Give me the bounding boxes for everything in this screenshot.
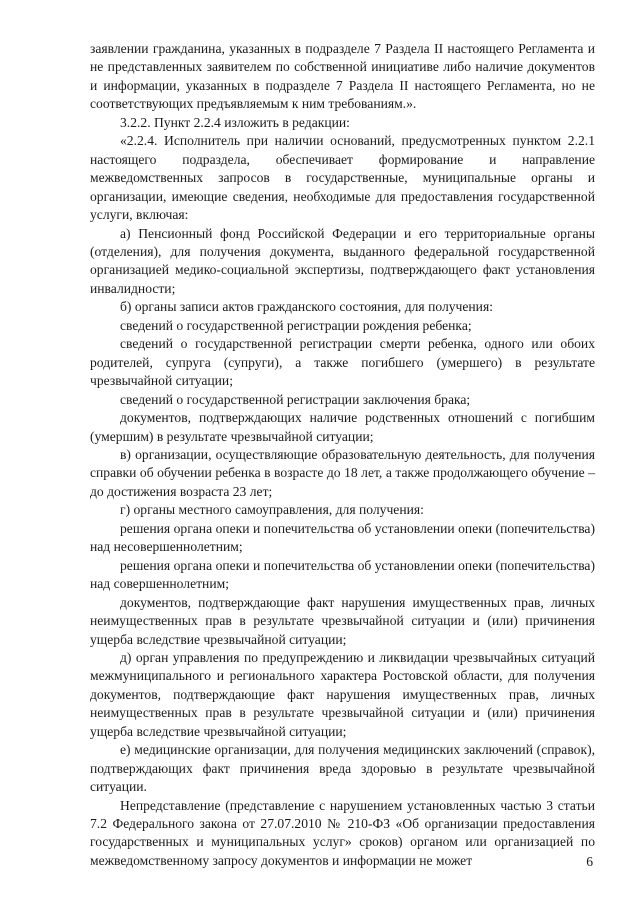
paragraph: документов, подтверждающие факт нарушения имущественных прав, личных неимущественных прав в результате чрезвычайной ситуации и (или) причинения ущерба вследствие чрезвычайной ситуации;: [90, 594, 595, 647]
paragraph: в) организации, осуществляющие образовательную деятельность, для получения справки об обучении ребенка в возрасте до 18 лет, а также продолжающего обучение – до достижения возраста 23 лет;: [90, 446, 595, 499]
paragraph: решения органа опеки и попечительства об установлении опеки (попечительства) над несовершеннолетним;: [90, 520, 595, 555]
paragraph: е) медицинские организации, для получения медицинских заключений (справок), подтверждающих факт причинения вреда здоровью в результате чрезвычайной ситуации.: [90, 742, 595, 795]
paragraph: решения органа опеки и попечительства об установлении опеки (попечительства) над совершеннолетним;: [90, 557, 595, 592]
page-number: 6: [586, 854, 593, 869]
paragraph: г) органы местного самоуправления, для получения:: [120, 502, 424, 518]
paragraph: а) Пенсионный фонд Российской Федерации и его территориальные органы (отделения), для получения документа, выданного федеральной государственной организацией медико-социальной экспертизы, подтверждающего факт установления инвалидности;: [90, 225, 595, 296]
document-body: [90, 40, 595, 870]
paragraph: б) органы записи актов гражданского состояния, для получения:: [120, 299, 493, 315]
paragraph: д) орган управления по предупреждению и ликвидации чрезвычайных ситуаций межмуниципального и регионального характера Ростовской области, для получения документов, подтверждающие факт нарушения имущественных прав, личных неимущественных прав в результате чрезвычайной ситуации и (или) причинения ущерба вследствие чрезвычайной ситуации;: [90, 649, 595, 739]
paragraph: документов, подтверждающих наличие родственных отношений с погибшим (умершим) в результате чрезвычайной ситуации;: [90, 410, 595, 444]
paragraph: сведений о государственной регистрации рождения ребенка;: [120, 317, 472, 333]
paragraph: Непредставление (представление с нарушением установленных частью 3 статьи 7.2 Федерального закона от 27.07.2010 № 210-ФЗ «Об организации предоставления государственных и муниципальных услуг» сроков) органом или организацией по межведомственному запросу документов и информации не может: [90, 797, 595, 868]
paragraph: сведений о государственной регистрации заключения брака;: [120, 391, 471, 407]
paragraph: 3.2.2. Пункт 2.2.4 изложить в редакции:: [120, 114, 350, 130]
paragraph: заявлении гражданина, указанных в подразделе 7 Раздела II настоящего Регламента и не представленных заявителем по собственной инициативе либо наличие документов и информации, указанных в подразделе 7 Раздела II настоящего Регламента, но не соответствующих предъявляемым к ним требованиям.».: [90, 41, 595, 112]
paragraph: «2.2.4. Исполнитель при наличии оснований, предусмотренных пунктом 2.2.1 настоящего подраздела, обеспечивает формирование и направление межведомственных запросов в государственные, муниципальные органы и организации, имеющие сведения, необходимые для предоставления государственной услуги, включая:: [90, 133, 595, 223]
paragraph: сведений о государственной регистрации смерти ребенка, одного или обоих родителей, супруга (супруги), а также погибшего (умершего) в результате чрезвычайной ситуации;: [90, 336, 595, 389]
